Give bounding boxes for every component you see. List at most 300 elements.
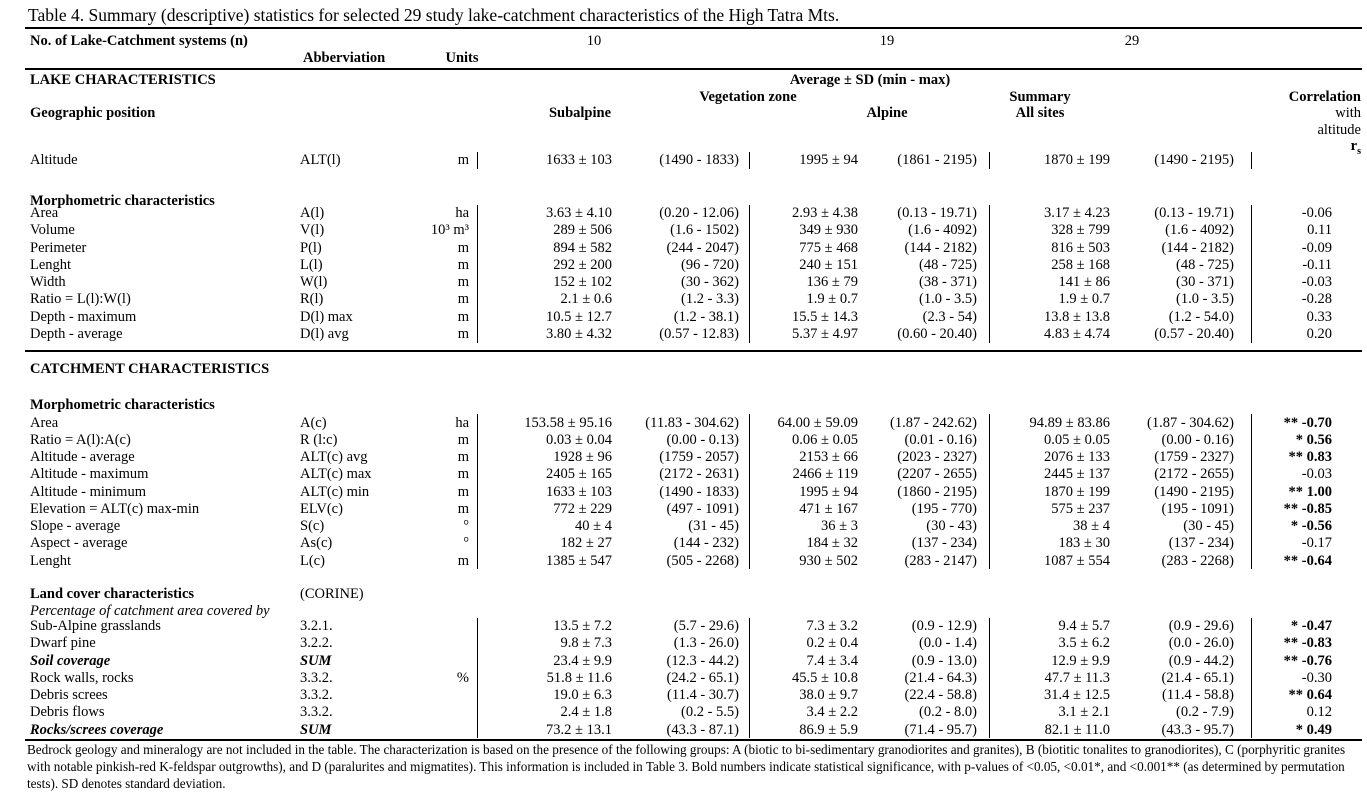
table-row <box>0 274 1367 291</box>
cell-abbreviation: W(l) <box>300 274 328 291</box>
cell-range-alpine: (22.4 - 58.8) <box>858 687 990 704</box>
cell-avg-alpine: 86.9 ± 5.9 <box>799 721 858 738</box>
cell-name: Perimeter <box>30 239 87 256</box>
correlation-with-label: with <box>1335 105 1361 121</box>
cell-range-allsites: (283 - 2268) <box>1110 552 1252 569</box>
cell-abbreviation: SUM <box>300 652 332 669</box>
cell-correlation: -0.30 <box>1301 669 1332 686</box>
cell-avg-subalpine: 772 ± 229 <box>553 500 612 517</box>
cell-unit: m <box>420 483 478 500</box>
cell-correlation: ** 1.00 <box>1288 483 1332 500</box>
cell-avg-allsites: 3.5 ± 6.2 <box>1058 635 1110 652</box>
abbreviation-header: Abberviation <box>303 50 386 66</box>
cell-range-subalpine: (96 - 720) <box>612 256 750 273</box>
table-row <box>0 483 1367 500</box>
table-row <box>0 308 1367 325</box>
cell-avg-subalpine: 3.63 ± 4.10 <box>546 205 612 222</box>
lake-morpho-block <box>0 205 1367 343</box>
cell-avg-alpine: 64.00 ± 59.09 <box>777 414 858 431</box>
table-row <box>0 518 1367 535</box>
cell-name: Altitude <box>30 152 78 169</box>
cell-avg-allsites: 258 ± 168 <box>1051 256 1110 273</box>
count-subalpine: 10 <box>586 33 602 49</box>
cell-range-allsites: (30 - 371) <box>1110 274 1252 291</box>
cell-range-subalpine: (497 - 1091) <box>612 500 750 517</box>
cell-range-subalpine: (11.4 - 30.7) <box>612 687 750 704</box>
cell-avg-allsites: 0.05 ± 0.05 <box>1044 431 1110 448</box>
cell-avg-alpine: 38.0 ± 9.7 <box>799 687 858 704</box>
cell-avg-alpine: 184 ± 32 <box>806 535 858 552</box>
cell-range-subalpine: (0.2 - 5.5) <box>612 704 750 721</box>
table-row <box>0 431 1367 448</box>
cell-range-allsites: (1.2 - 54.0) <box>1110 308 1252 325</box>
cell-avg-subalpine: 3.80 ± 4.32 <box>546 325 612 342</box>
cell-avg-alpine: 3.4 ± 2.2 <box>806 704 858 721</box>
cell-avg-alpine: 136 ± 79 <box>806 274 858 291</box>
cell-unit: m <box>420 256 478 273</box>
rule-under-title <box>25 27 1362 29</box>
cell-range-subalpine: (505 - 2268) <box>612 552 750 569</box>
table-row <box>0 449 1367 466</box>
cell-name: Slope - average <box>30 518 121 535</box>
cell-range-allsites: (137 - 234) <box>1110 535 1252 552</box>
cell-correlation: ** -0.64 <box>1283 552 1332 569</box>
table-row <box>0 704 1367 721</box>
cell-range-alpine: (283 - 2147) <box>858 552 990 569</box>
cell-abbreviation: V(l) <box>300 222 325 239</box>
cell-unit: ha <box>420 414 478 431</box>
geographic-position-heading: Geographic position <box>30 105 156 121</box>
rs-symbol: r <box>1350 138 1358 154</box>
cell-range-allsites: (0.2 - 7.9) <box>1110 704 1252 721</box>
cell-name: Altitude - average <box>30 449 135 466</box>
cell-range-subalpine: (5.7 - 29.6) <box>612 618 750 635</box>
cell-unit: % <box>420 669 478 686</box>
cell-name: Debris screes <box>30 687 108 704</box>
cell-name: Rock walls, rocks <box>30 669 134 686</box>
cell-range-alpine: (1861 - 2195) <box>858 152 990 169</box>
cell-avg-subalpine: 23.4 ± 9.9 <box>553 652 612 669</box>
cell-abbreviation: 3.2.1. <box>300 618 333 635</box>
cell-unit: m <box>420 291 478 308</box>
systems-count-label: No. of Lake-Catchment systems (n) <box>30 33 248 49</box>
cell-range-subalpine: (1490 - 1833) <box>612 483 750 500</box>
cell-range-subalpine: (0.00 - 0.13) <box>612 431 750 448</box>
cell-correlation: ** -0.76 <box>1283 652 1332 669</box>
cell-range-allsites: (21.4 - 65.1) <box>1110 669 1252 686</box>
table-row <box>0 669 1367 686</box>
landcover-block <box>0 618 1367 739</box>
cell-range-subalpine: (1490 - 1833) <box>612 152 750 169</box>
cell-avg-allsites: 2076 ± 133 <box>1044 449 1110 466</box>
rs-subscript: s <box>1357 145 1361 157</box>
cell-name: Volume <box>30 222 75 239</box>
alpine-header: Alpine <box>866 105 908 121</box>
cell-avg-subalpine: 1385 ± 547 <box>546 552 612 569</box>
cell-range-alpine: (48 - 725) <box>858 256 990 273</box>
cell-name: Area <box>30 205 59 222</box>
correlation-header: Correlation <box>1288 88 1361 105</box>
landcover-heading-row <box>0 586 1367 603</box>
cell-range-alpine: (2023 - 2327) <box>858 449 990 466</box>
correlation-altitude-label: altitude <box>1317 121 1361 138</box>
cell-range-allsites: (30 - 45) <box>1110 518 1252 535</box>
cell-unit <box>420 618 478 635</box>
cell-avg-alpine: 0.2 ± 0.4 <box>806 635 858 652</box>
cell-unit: m <box>420 500 478 517</box>
cell-range-subalpine: (144 - 232) <box>612 535 750 552</box>
cell-abbreviation: ALT(c) min <box>300 483 370 500</box>
cell-range-allsites: (1759 - 2327) <box>1110 449 1252 466</box>
table-row <box>0 721 1367 738</box>
cell-range-alpine: (0.9 - 12.9) <box>858 618 990 635</box>
cell-correlation: 0.20 <box>1306 325 1332 342</box>
cell-correlation: ** -0.85 <box>1283 500 1332 517</box>
cell-avg-allsites: 94.89 ± 83.86 <box>1029 414 1110 431</box>
rule-under-header <box>25 68 1362 70</box>
cell-name: Rocks/screes coverage <box>30 721 164 738</box>
cell-avg-subalpine: 292 ± 200 <box>553 256 612 273</box>
cell-abbreviation: D(l) avg <box>300 325 349 342</box>
cell-avg-allsites: 328 ± 799 <box>1051 222 1110 239</box>
cell-correlation: * 0.56 <box>1295 431 1332 448</box>
cell-range-alpine: (137 - 234) <box>858 535 990 552</box>
cell-abbreviation: ALT(l) <box>300 152 341 169</box>
cell-correlation: ** -0.70 <box>1283 414 1332 431</box>
cell-range-subalpine: (1.2 - 3.3) <box>612 291 750 308</box>
cell-avg-allsites: 3.1 ± 2.1 <box>1058 704 1110 721</box>
cell-correlation: * 0.49 <box>1295 721 1332 738</box>
cell-abbreviation: R(l) <box>300 291 324 308</box>
cell-abbreviation: 3.3.2. <box>300 704 333 721</box>
cell-range-alpine: (1.87 - 242.62) <box>858 414 990 431</box>
cell-avg-subalpine: 10.5 ± 12.7 <box>546 308 612 325</box>
catchment-morpho-block <box>0 414 1367 569</box>
cell-abbreviation: As(c) <box>300 535 333 552</box>
cell-avg-allsites: 2445 ± 137 <box>1044 466 1110 483</box>
cell-abbreviation: ALT(c) avg <box>300 449 368 466</box>
cell-avg-subalpine: 9.8 ± 7.3 <box>560 635 612 652</box>
cell-range-allsites: (43.3 - 95.7) <box>1110 721 1252 738</box>
cell-avg-subalpine: 1633 ± 103 <box>546 152 612 169</box>
table-row <box>0 618 1367 635</box>
avg-sd-header: Average ± SD (min - max) <box>789 72 951 88</box>
cell-unit: m <box>420 325 478 342</box>
table-row <box>0 500 1367 517</box>
cell-abbreviation: D(l) max <box>300 308 353 325</box>
cell-unit <box>420 721 478 738</box>
cell-avg-alpine: 7.3 ± 3.2 <box>806 618 858 635</box>
cell-avg-alpine: 471 ± 167 <box>799 500 858 517</box>
table-row <box>0 291 1367 308</box>
catchment-morpho-heading: Morphometric characteristics <box>30 397 215 413</box>
cell-correlation: * -0.56 <box>1290 518 1332 535</box>
cell-avg-alpine: 775 ± 468 <box>799 239 858 256</box>
cell-avg-subalpine: 153.58 ± 95.16 <box>524 414 612 431</box>
lake-morpho-heading: Morphometric characteristics <box>30 193 215 209</box>
cell-avg-allsites: 31.4 ± 12.5 <box>1044 687 1110 704</box>
cell-name: Altitude - minimum <box>30 483 146 500</box>
cell-range-allsites: (0.9 - 29.6) <box>1110 618 1252 635</box>
cell-range-allsites: (0.57 - 20.40) <box>1110 325 1252 342</box>
table-row <box>0 652 1367 669</box>
cell-correlation: ** -0.83 <box>1283 635 1332 652</box>
cell-name: Depth - average <box>30 325 123 342</box>
cell-name: Lenght <box>30 552 72 569</box>
cell-range-subalpine: (12.3 - 44.2) <box>612 652 750 669</box>
cell-range-allsites: (144 - 2182) <box>1110 239 1252 256</box>
cell-name: Lenght <box>30 256 72 273</box>
cell-abbreviation: 3.3.2. <box>300 687 333 704</box>
cell-avg-alpine: 1995 ± 94 <box>799 483 858 500</box>
cell-avg-alpine: 930 ± 502 <box>799 552 858 569</box>
cell-range-alpine: (71.4 - 95.7) <box>858 721 990 738</box>
cell-name: Soil coverage <box>30 652 111 669</box>
cell-unit <box>420 687 478 704</box>
cell-avg-allsites: 1.9 ± 0.7 <box>1058 291 1110 308</box>
cell-avg-subalpine: 289 ± 506 <box>553 222 612 239</box>
cell-unit: ° <box>420 535 478 552</box>
cell-range-alpine: (0.9 - 13.0) <box>858 652 990 669</box>
cell-avg-allsites: 1870 ± 199 <box>1044 483 1110 500</box>
cell-avg-alpine: 36 ± 3 <box>821 518 858 535</box>
cell-avg-allsites: 82.1 ± 11.0 <box>1044 721 1110 738</box>
cell-avg-subalpine: 1633 ± 103 <box>546 483 612 500</box>
cell-range-allsites: (48 - 725) <box>1110 256 1252 273</box>
cell-avg-subalpine: 19.0 ± 6.3 <box>553 687 612 704</box>
count-all-sites: 29 <box>1124 33 1140 49</box>
rule-above-footnote <box>25 739 1362 741</box>
rule-lake-catchment <box>25 350 1362 352</box>
lake-altitude-block <box>0 152 1367 169</box>
cell-range-alpine: (195 - 770) <box>858 500 990 517</box>
table-footnote: Bedrock geology and mineralogy are not included in the table. The characterization is based on the presence of the following groups: A (biotic to bi-sedimentary granodiorites and granites), B (biotitic tonalites to granodiorites), C (porphyritic granites with notable pinkish-red K-feldspar outgrowths), and D (paralurites and migmatites). This information is included in Table 3. Bold numbers indicate statistical significance, with p-values of <0.05, <0.01*, and <0.001** (as determined by permutation tests). SD denotes standard deviation. <box>27 742 1346 791</box>
cell-range-alpine: (0.13 - 19.71) <box>858 205 990 222</box>
cell-avg-subalpine: 2.4 ± 1.8 <box>560 704 612 721</box>
cell-unit: m <box>420 466 478 483</box>
cell-unit: ha <box>420 205 478 222</box>
cell-range-allsites: (1490 - 2195) <box>1110 152 1252 169</box>
cell-range-alpine: (30 - 43) <box>858 518 990 535</box>
cell-range-alpine: (1860 - 2195) <box>858 483 990 500</box>
cell-correlation: -0.06 <box>1301 205 1332 222</box>
cell-avg-subalpine: 51.8 ± 11.6 <box>546 669 612 686</box>
cell-range-alpine: (1.0 - 3.5) <box>858 291 990 308</box>
table-row <box>0 222 1367 239</box>
cell-name: Ratio = L(l):W(l) <box>30 291 131 308</box>
cell-avg-subalpine: 2405 ± 165 <box>546 466 612 483</box>
cell-range-alpine: (2.3 - 54) <box>858 308 990 325</box>
cell-abbreviation: 3.3.2. <box>300 669 333 686</box>
cell-name: Altitude - maximum <box>30 466 149 483</box>
cell-name: Ratio = A(l):A(c) <box>30 431 131 448</box>
cell-range-allsites: (0.9 - 44.2) <box>1110 652 1252 669</box>
cell-unit: 10³ m³ <box>420 222 478 239</box>
table-row <box>0 414 1367 431</box>
cell-avg-subalpine: 40 ± 4 <box>575 518 612 535</box>
cell-correlation: ** 0.64 <box>1288 687 1332 704</box>
cell-range-subalpine: (2172 - 2631) <box>612 466 750 483</box>
cell-correlation: -0.28 <box>1301 291 1332 308</box>
cell-avg-alpine: 2466 ± 119 <box>792 466 858 483</box>
summary-header: Summary <box>1009 88 1071 105</box>
cell-unit: m <box>420 552 478 569</box>
cell-abbreviation: ALT(c) max <box>300 466 372 483</box>
cell-range-allsites: (1.0 - 3.5) <box>1110 291 1252 308</box>
cell-range-allsites: (1490 - 2195) <box>1110 483 1252 500</box>
cell-unit: ° <box>420 518 478 535</box>
cell-avg-alpine: 45.5 ± 10.8 <box>792 669 858 686</box>
cell-range-subalpine: (24.2 - 65.1) <box>612 669 750 686</box>
subalpine-header: Subalpine <box>548 105 612 121</box>
cell-unit: m <box>420 152 478 169</box>
cell-range-subalpine: (0.57 - 12.83) <box>612 325 750 342</box>
cell-avg-subalpine: 1928 ± 96 <box>553 449 612 466</box>
cell-range-subalpine: (1.2 - 38.1) <box>612 308 750 325</box>
cell-range-allsites: (1.87 - 304.62) <box>1110 414 1252 431</box>
cell-avg-allsites: 12.9 ± 9.9 <box>1051 652 1110 669</box>
cell-range-allsites: (0.00 - 0.16) <box>1110 431 1252 448</box>
table-caption: Table 4. Summary (descriptive) statistics for selected 29 study lake-catchment characteristics of the High Tatra Mts. <box>28 5 840 25</box>
all-sites-header: All sites <box>1015 105 1065 121</box>
cell-abbreviation: 3.2.2. <box>300 635 333 652</box>
cell-avg-subalpine: 73.2 ± 13.1 <box>546 721 612 738</box>
cell-avg-allsites: 183 ± 30 <box>1058 535 1110 552</box>
cell-range-allsites: (195 - 1091) <box>1110 500 1252 517</box>
cell-range-allsites: (0.13 - 19.71) <box>1110 205 1252 222</box>
cell-avg-allsites: 13.8 ± 13.8 <box>1044 308 1110 325</box>
cell-abbreviation: S(c) <box>300 518 325 535</box>
cell-unit <box>420 652 478 669</box>
cell-unit <box>420 635 478 652</box>
cell-correlation: ** 0.83 <box>1288 449 1332 466</box>
cell-range-alpine: (38 - 371) <box>858 274 990 291</box>
cell-range-subalpine: (1.3 - 26.0) <box>612 635 750 652</box>
cell-correlation: -0.17 <box>1301 535 1332 552</box>
table-row <box>0 466 1367 483</box>
cell-avg-allsites: 1087 ± 554 <box>1044 552 1110 569</box>
cell-correlation: -0.09 <box>1301 239 1332 256</box>
cell-avg-alpine: 2.93 ± 4.38 <box>792 205 858 222</box>
cell-avg-alpine: 5.37 ± 4.97 <box>792 325 858 342</box>
cell-avg-subalpine: 13.5 ± 7.2 <box>553 618 612 635</box>
cell-avg-allsites: 3.17 ± 4.23 <box>1044 205 1110 222</box>
cell-unit: m <box>420 431 478 448</box>
lake-section-heading: LAKE CHARACTERISTICS <box>30 72 216 88</box>
cell-avg-allsites: 47.7 ± 11.3 <box>1044 669 1110 686</box>
cell-avg-alpine: 0.06 ± 0.05 <box>792 431 858 448</box>
cell-avg-allsites: 1870 ± 199 <box>1044 152 1110 169</box>
cell-correlation: 0.33 <box>1306 308 1332 325</box>
units-header: Units <box>445 50 479 66</box>
cell-avg-alpine: 15.5 ± 14.3 <box>792 308 858 325</box>
cell-range-alpine: (0.01 - 0.16) <box>858 431 990 448</box>
cell-unit: m <box>420 239 478 256</box>
cell-range-alpine: (2207 - 2655) <box>858 466 990 483</box>
cell-correlation <box>1252 152 1332 169</box>
count-alpine: 19 <box>879 33 895 49</box>
cell-name: Sub-Alpine grasslands <box>30 618 161 635</box>
cell-unit: m <box>420 274 478 291</box>
cell-range-alpine: (0.0 - 1.4) <box>858 635 990 652</box>
cell-avg-allsites: 38 ± 4 <box>1073 518 1110 535</box>
cell-avg-allsites: 575 ± 237 <box>1051 500 1110 517</box>
cell-range-subalpine: (30 - 362) <box>612 274 750 291</box>
table-row <box>0 325 1367 342</box>
cell-avg-allsites: 816 ± 503 <box>1051 239 1110 256</box>
cell-name: Depth - maximum <box>30 308 137 325</box>
cell-correlation: -0.11 <box>1302 256 1332 273</box>
landcover-heading: Land cover characteristics <box>30 586 195 603</box>
cell-range-allsites: (0.0 - 26.0) <box>1110 635 1252 652</box>
table-row <box>0 205 1367 222</box>
cell-avg-allsites: 4.83 ± 4.74 <box>1044 325 1110 342</box>
cell-range-subalpine: (1759 - 2057) <box>612 449 750 466</box>
table-row <box>0 635 1367 652</box>
cell-range-subalpine: (11.83 - 304.62) <box>612 414 750 431</box>
cell-abbreviation: A(l) <box>300 205 325 222</box>
cell-range-subalpine: (244 - 2047) <box>612 239 750 256</box>
table-row <box>0 535 1367 552</box>
cell-abbreviation: ELV(c) <box>300 500 343 517</box>
cell-name: Area <box>30 414 59 431</box>
cell-range-allsites: (1.6 - 4092) <box>1110 222 1252 239</box>
cell-unit <box>420 704 478 721</box>
table-row <box>0 239 1367 256</box>
cell-avg-allsites: 141 ± 86 <box>1058 274 1110 291</box>
cell-avg-alpine: 240 ± 151 <box>799 256 858 273</box>
cell-abbreviation: R (l:c) <box>300 431 338 448</box>
cell-avg-subalpine: 152 ± 102 <box>553 274 612 291</box>
table-row <box>0 552 1367 569</box>
cell-unit: m <box>420 449 478 466</box>
table-row <box>0 687 1367 704</box>
cell-correlation: -0.03 <box>1301 274 1332 291</box>
table-row <box>0 152 1367 169</box>
cell-correlation: -0.03 <box>1301 466 1332 483</box>
cell-name: Debris flows <box>30 704 105 721</box>
cell-abbreviation: SUM <box>300 721 332 738</box>
cell-avg-alpine: 7.4 ± 3.4 <box>806 652 858 669</box>
cell-abbreviation: L(l) <box>300 256 323 273</box>
cell-range-subalpine: (1.6 - 1502) <box>612 222 750 239</box>
cell-name: Aspect - average <box>30 535 128 552</box>
cell-range-subalpine: (0.20 - 12.06) <box>612 205 750 222</box>
cell-range-allsites: (2172 - 2655) <box>1110 466 1252 483</box>
cell-avg-subalpine: 2.1 ± 0.6 <box>560 291 612 308</box>
landcover-subheading: Percentage of catchment area covered by <box>30 602 270 619</box>
cell-range-subalpine: (31 - 45) <box>612 518 750 535</box>
cell-range-alpine: (144 - 2182) <box>858 239 990 256</box>
vegetation-zone-header: Vegetation zone <box>699 88 797 105</box>
cell-name: Width <box>30 274 66 291</box>
cell-avg-alpine: 1.9 ± 0.7 <box>806 291 858 308</box>
cell-range-alpine: (0.2 - 8.0) <box>858 704 990 721</box>
cell-correlation: * -0.47 <box>1290 618 1332 635</box>
cell-correlation: 0.12 <box>1306 704 1332 721</box>
cell-unit: m <box>420 308 478 325</box>
table-row <box>0 256 1367 273</box>
cell-name: Elevation = ALT(c) max-min <box>30 500 200 517</box>
cell-range-alpine: (0.60 - 20.40) <box>858 325 990 342</box>
corine-label: (CORINE) <box>300 586 364 603</box>
cell-avg-subalpine: 894 ± 582 <box>553 239 612 256</box>
cell-range-subalpine: (43.3 - 87.1) <box>612 721 750 738</box>
cell-name: Dwarf pine <box>30 635 96 652</box>
cell-correlation: 0.11 <box>1307 222 1332 239</box>
cell-range-allsites: (11.4 - 58.8) <box>1110 687 1252 704</box>
cell-avg-alpine: 2153 ± 66 <box>799 449 858 466</box>
